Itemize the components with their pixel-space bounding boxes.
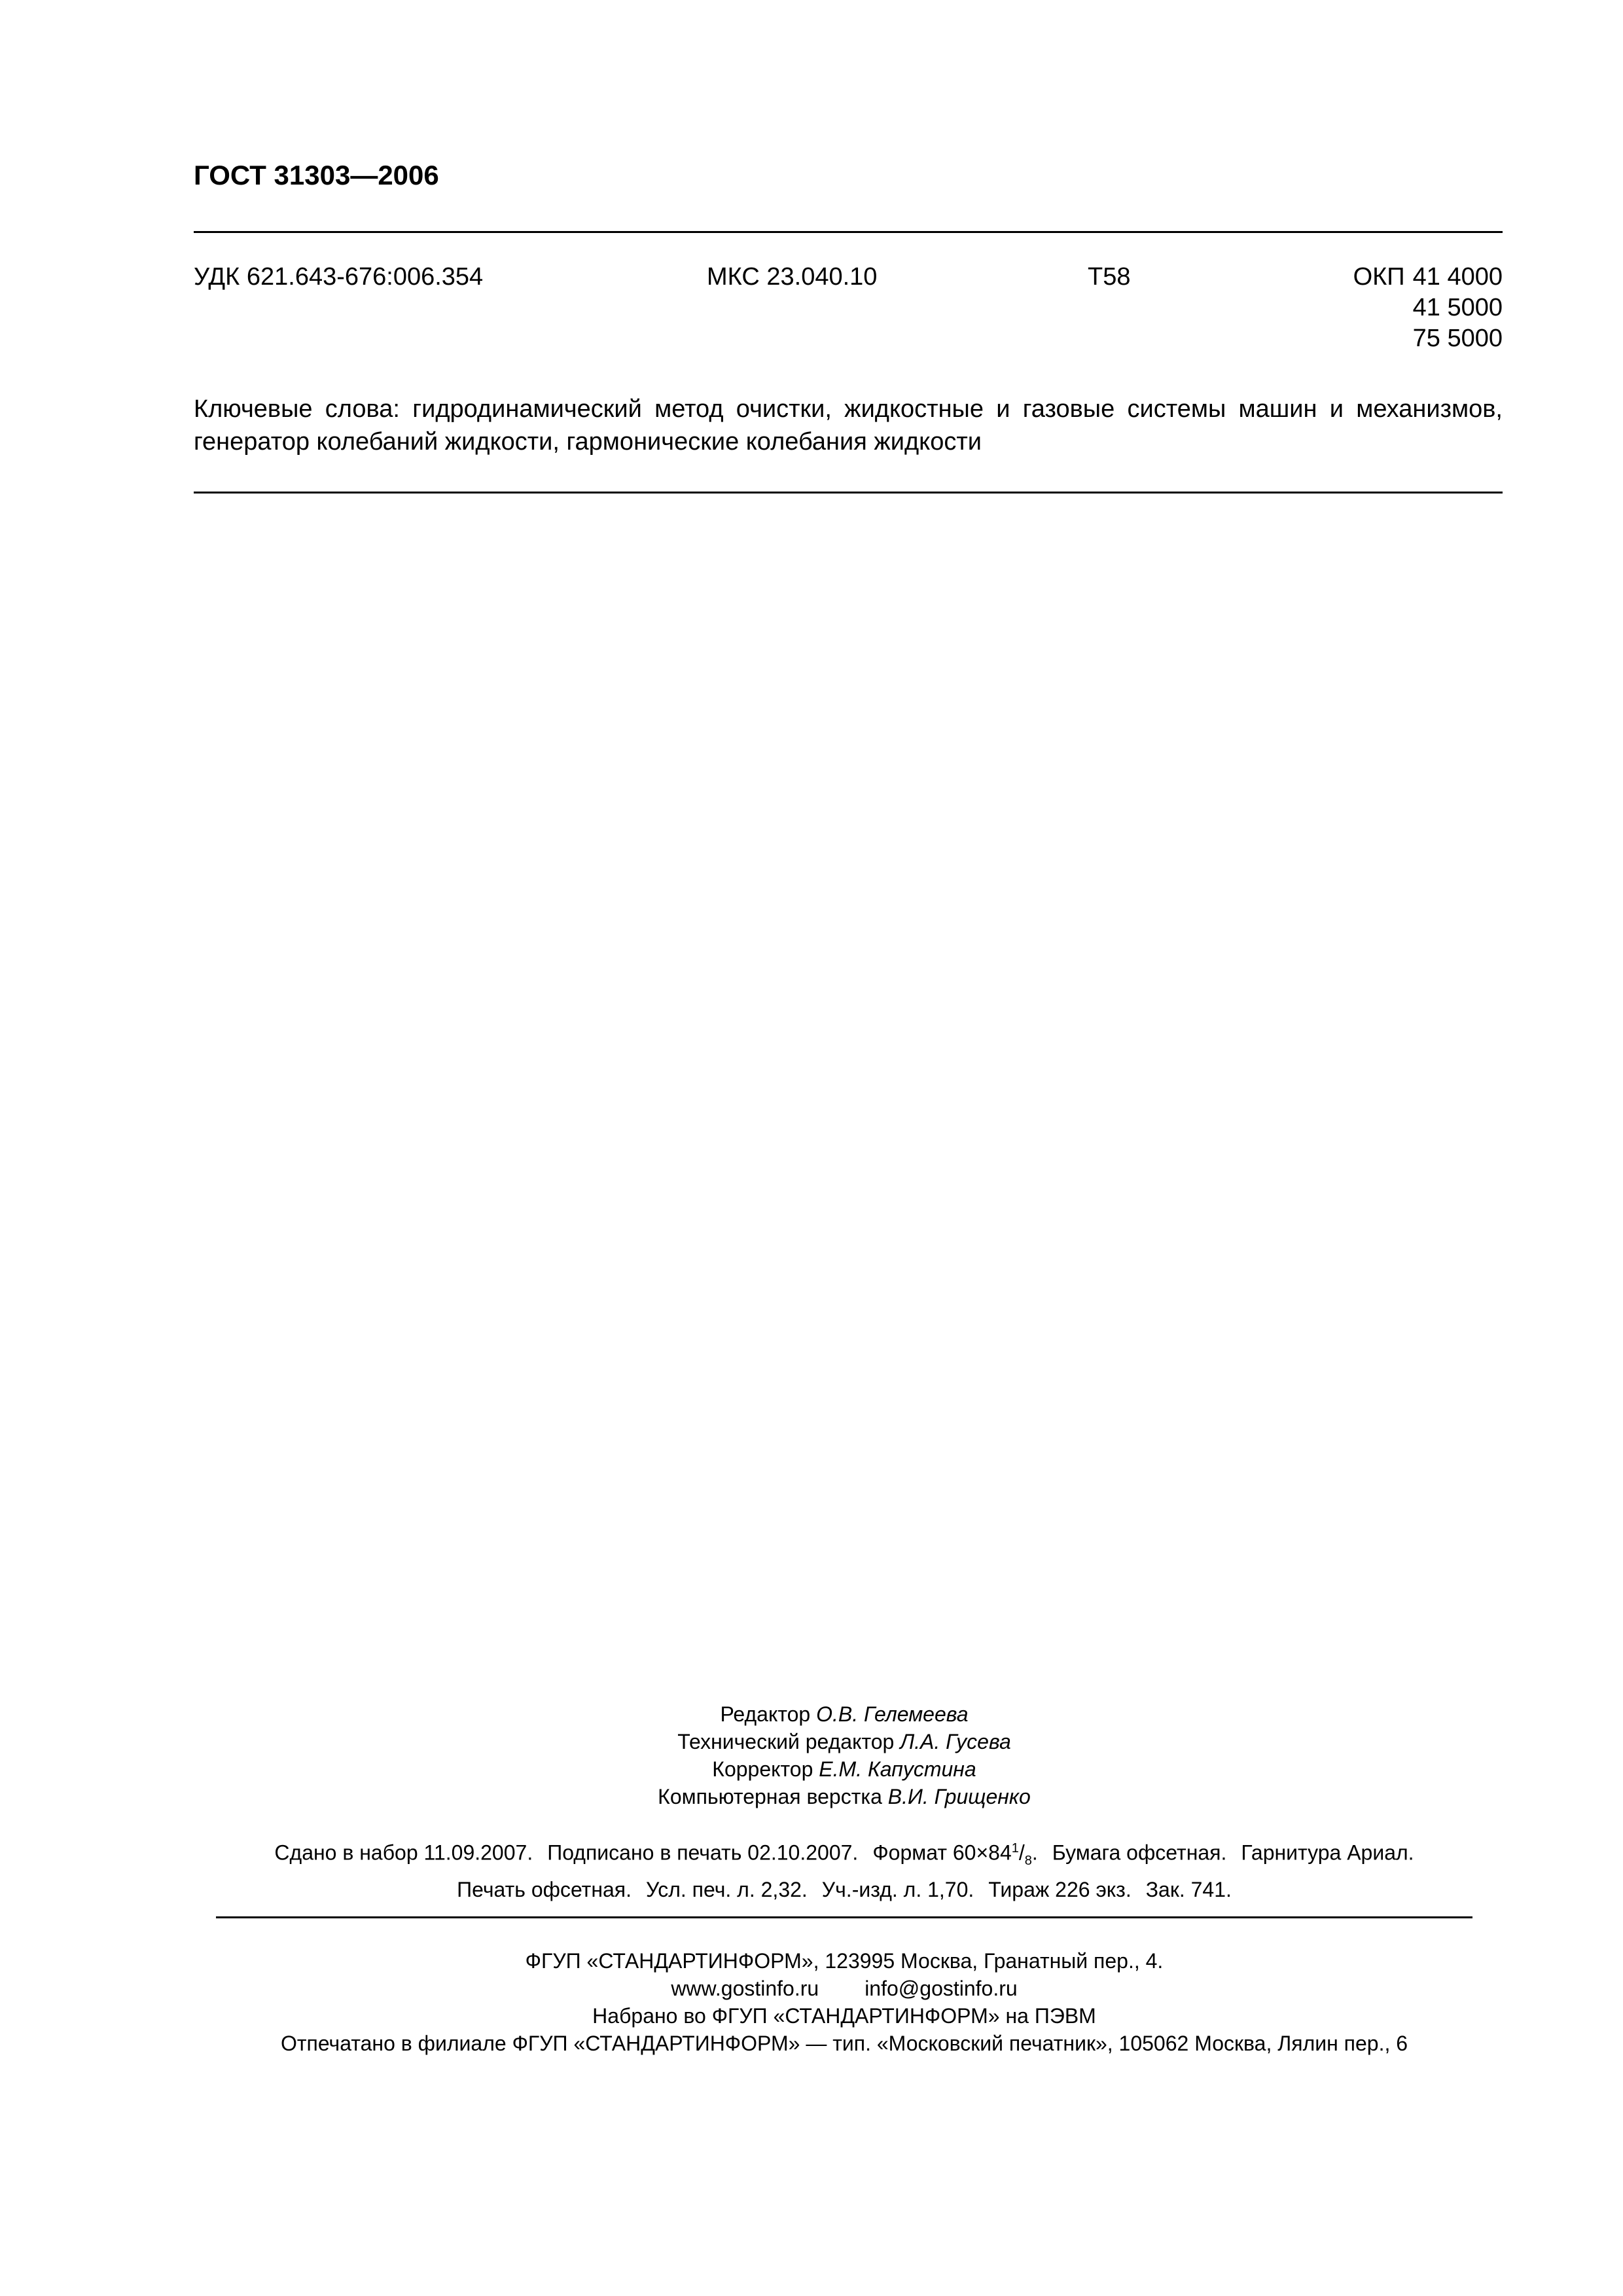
imprint-line-2: Печать офсетная. Усл. печ. л. 2,32. Уч.-изд. л. 1,70. Тираж 226 экз. Зак. 741. [457, 1878, 1232, 1902]
keywords: Ключевые слова: гидродинамический метод очистки, жидкостные и газовые системы машин и механизмов, генератор колебаний жидкости, гармонические колебания жидкости [194, 395, 1503, 456]
okp-label: ОКП [1353, 263, 1405, 291]
okp-code-1: 41 4000 [1412, 263, 1503, 291]
top-divider [194, 231, 1503, 233]
credit-editor: Редактор О.В. Гелемеева [720, 1702, 969, 1726]
publisher-block [216, 1947, 1472, 2057]
udk-code: УДК 621.643-676:006.354 [194, 263, 484, 291]
t-code: Т58 [1088, 263, 1131, 291]
okp-code-3: 75 5000 [1412, 325, 1503, 352]
credit-corrector: Корректор Е.М. Капустина [712, 1757, 976, 1781]
publisher-email: info@gostinfo.ru [865, 1977, 1018, 2000]
okp-codes [1353, 262, 1503, 354]
credit-tech-editor: Технический редактор Л.А. Гусева [677, 1730, 1011, 1753]
imprint-divider [216, 1916, 1472, 1918]
credit-layout: Компьютерная верстка В.И. Грищенко [658, 1785, 1031, 1808]
imprint-block [216, 1834, 1472, 1904]
mks-code: МКС 23.040.10 [707, 263, 878, 291]
publisher-printed: Отпечатано в филиале ФГУП «СТАНДАРТИНФОРМ» — тип. «Московский печатник», 105062 Москва, Лялин пер., 6 [280, 2032, 1408, 2055]
imprint-line-1: Сдано в набор 11.09.2007. Подписано в печать 02.10.2007. Формат $60\times 84^1/_8$. Бумага офсетная. Гарнитура Ариал. [274, 1840, 1414, 1869]
okp-code-2: 41 5000 [1412, 294, 1503, 321]
publisher-address: ФГУП «СТАНДАРТИНФОРМ», 123995 Москва, Гранатный пер., 4. [525, 1949, 1164, 1973]
credits-block [0, 1700, 1623, 1810]
publisher-website: www.gostinfo.ru [671, 1977, 819, 2000]
standard-code: ГОСТ 31303—2006 [194, 160, 439, 190]
keywords-divider [194, 492, 1503, 493]
publisher-contacts [216, 1975, 1472, 2002]
publisher-typeset: Набрано во ФГУП «СТАНДАРТИНФОРМ» на ПЭВМ [592, 2004, 1096, 2028]
